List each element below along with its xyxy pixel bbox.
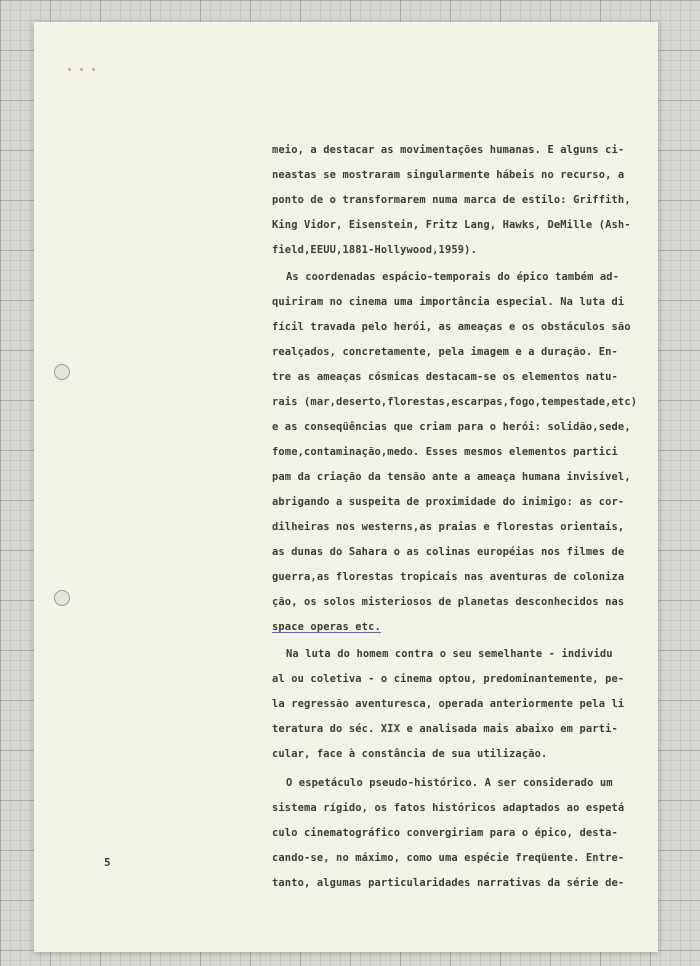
text-line: cando-se, no máximo, como uma espécie freqüente. Entre- bbox=[272, 852, 625, 864]
text-line: tre as ameaças cósmicas destacam-se os elementos natu- bbox=[272, 371, 618, 383]
text-line: King Vidor, Eisenstein, Fritz Lang, Hawks, DeMille (Ash- bbox=[272, 219, 631, 231]
text-line: meio, a destacar as movimentações humanas. E alguns ci- bbox=[272, 144, 625, 156]
text-line: la regressão aventuresca, operada anteriormente pela li bbox=[272, 698, 625, 710]
text-line: tanto, algumas particularidades narrativas da série de- bbox=[272, 877, 625, 889]
text-line: al ou coletiva - o cinema optou, predominantemente, pe- bbox=[272, 673, 625, 685]
text-line: Na luta do homem contra o seu semelhante - individu bbox=[286, 648, 613, 660]
text-line: pam da criação da tensão ante a ameaça humana invisível, bbox=[272, 471, 631, 483]
punch-hole bbox=[54, 364, 70, 380]
text-line: abrigando a suspeita de proximidade do inimigo: as cor- bbox=[272, 496, 625, 508]
text-line: cular, face à constância de sua utilização. bbox=[272, 748, 548, 760]
text-line: e as conseqüências que criam para o herói: solidão,sede, bbox=[272, 421, 631, 433]
text-line: dilheiras nos westerns,as praias e florestas orientais, bbox=[272, 521, 625, 533]
section-heading-line: O espetáculo pseudo-histórico. A ser considerado um bbox=[286, 777, 613, 789]
document-page bbox=[34, 22, 658, 952]
text-line: teratura do séc. XIX e analisada mais abaixo em parti- bbox=[272, 723, 618, 735]
text-line: realçados, concretamente, pela imagem e a duração. En- bbox=[272, 346, 618, 358]
text-line: rais (mar,deserto,florestas,escarpas,fogo,tempestade,etc) bbox=[272, 396, 638, 408]
text-line: sistema rígido, os fatos históricos adaptados ao espetá bbox=[272, 802, 625, 814]
text-line: neastas se mostraram singularmente hábeis no recurso, a bbox=[272, 169, 625, 181]
text-line: fome,contaminação,medo. Esses mesmos elementos partici bbox=[272, 446, 618, 458]
text-line: quiriram no cinema uma importância especial. Na luta di bbox=[272, 296, 625, 308]
text-line: space operas etc. bbox=[272, 621, 381, 633]
paper-marks bbox=[68, 56, 108, 62]
text-line: ponto de o transformarem numa marca de estilo: Griffith, bbox=[272, 194, 631, 206]
text-line: guerra,as florestas tropicais nas aventuras de coloniza bbox=[272, 571, 625, 583]
text-line: as dunas do Sahara o as colinas européias nos filmes de bbox=[272, 546, 625, 558]
text-line: ção, os solos misteriosos de planetas desconhecidos nas bbox=[272, 596, 625, 608]
page-number: 5 bbox=[104, 856, 111, 869]
text-line: field,EEUU,1881-Hollywood,1959). bbox=[272, 244, 477, 256]
text-line: fícil travada pelo herói, as ameaças e os obstáculos são bbox=[272, 321, 631, 333]
text-line: culo cinematográfico convergiriam para o épico, desta- bbox=[272, 827, 618, 839]
text-line: As coordenadas espácio-temporais do épico também ad- bbox=[286, 271, 620, 283]
punch-hole bbox=[54, 590, 70, 606]
